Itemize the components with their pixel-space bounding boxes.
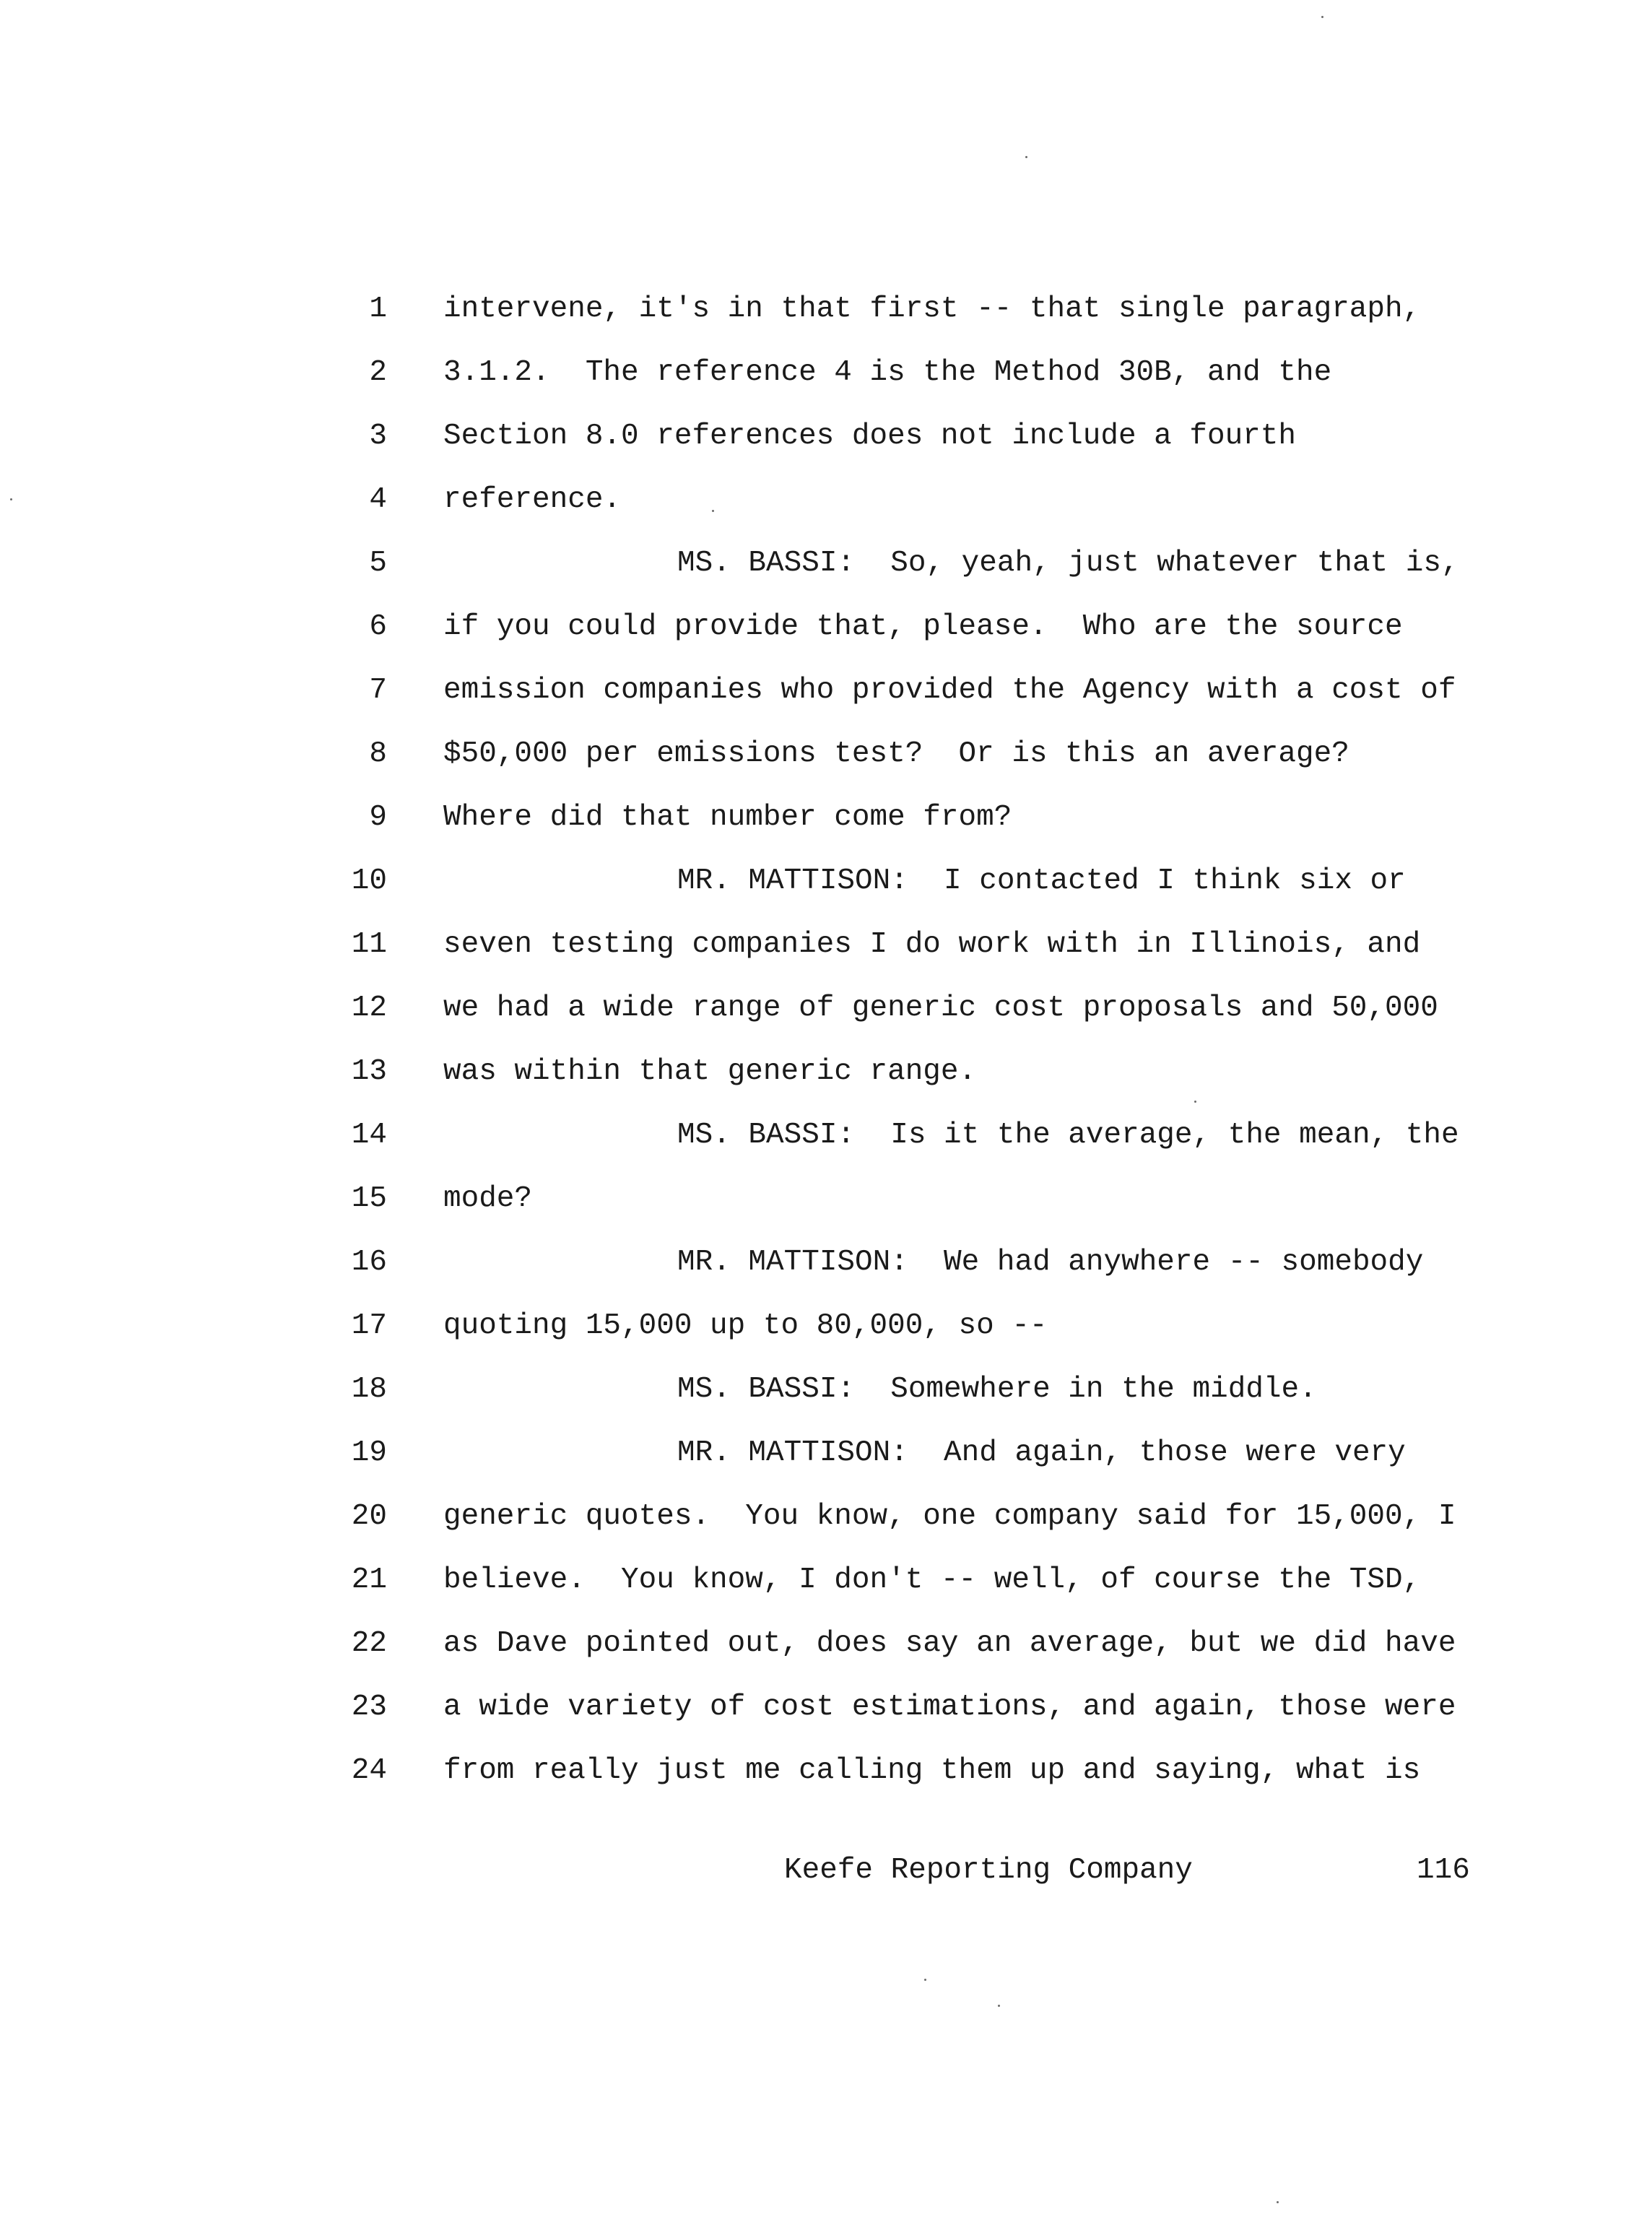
line-number: 4 bbox=[369, 483, 387, 516]
transcript-line bbox=[0, 796, 1652, 859]
transcript-line bbox=[0, 923, 1652, 986]
reporting-company-name: Keefe Reporting Company bbox=[784, 1854, 1193, 1887]
line-number: 8 bbox=[369, 737, 387, 771]
line-text: Section 8.0 references does not include a fourth bbox=[443, 420, 1296, 453]
line-text: quoting 15,000 up to 80,000, so -- bbox=[443, 1309, 1048, 1342]
line-text: as Dave pointed out, does say an average, but we did have bbox=[443, 1627, 1456, 1660]
scan-speck bbox=[1194, 1101, 1196, 1103]
line-text: generic quotes. You know, one company said for 15,000, I bbox=[443, 1500, 1456, 1533]
line-number: 21 bbox=[351, 1563, 387, 1597]
line-number: 5 bbox=[369, 547, 387, 580]
line-number: 7 bbox=[369, 674, 387, 707]
transcript-line bbox=[0, 1622, 1652, 1685]
line-number: 23 bbox=[351, 1691, 387, 1724]
transcript-line bbox=[0, 1431, 1652, 1495]
line-number: 13 bbox=[351, 1055, 387, 1088]
line-number: 11 bbox=[351, 928, 387, 961]
line-number: 14 bbox=[351, 1119, 387, 1152]
line-text: if you could provide that, please. Who are the source bbox=[443, 610, 1403, 643]
transcript-line bbox=[0, 1685, 1652, 1749]
line-text: believe. You know, I don't -- well, of course the TSD, bbox=[443, 1563, 1421, 1597]
transcript-body bbox=[0, 287, 1652, 1813]
transcript-line bbox=[0, 605, 1652, 669]
transcript-line bbox=[0, 1749, 1652, 1813]
scan-speck bbox=[1321, 16, 1323, 18]
scan-speck bbox=[1025, 156, 1027, 158]
transcript-line bbox=[0, 1241, 1652, 1304]
line-text: intervene, it's in that first -- that single paragraph, bbox=[443, 292, 1421, 326]
line-text: 3.1.2. The reference 4 is the Method 30B, and the bbox=[443, 356, 1332, 389]
speaker-line-text: MS. BASSI: So, yeah, just whatever that is, bbox=[677, 547, 1459, 580]
line-text: a wide variety of cost estimations, and again, those were bbox=[443, 1691, 1456, 1724]
transcript-line bbox=[0, 1304, 1652, 1368]
line-number: 20 bbox=[351, 1500, 387, 1533]
line-text: emission companies who provided the Agency with a cost of bbox=[443, 674, 1456, 707]
scan-speck bbox=[998, 2005, 1000, 2007]
line-number: 24 bbox=[351, 1754, 387, 1787]
transcript-line bbox=[0, 669, 1652, 732]
transcript-line bbox=[0, 1495, 1652, 1558]
line-number: 2 bbox=[369, 356, 387, 389]
transcript-line bbox=[0, 859, 1652, 923]
scan-speck bbox=[924, 1979, 926, 1981]
line-number: 9 bbox=[369, 801, 387, 834]
transcript-line bbox=[0, 732, 1652, 796]
page-footer bbox=[0, 1849, 1652, 1892]
line-number: 1 bbox=[369, 292, 387, 326]
transcript-line bbox=[0, 415, 1652, 478]
line-number: 19 bbox=[351, 1436, 387, 1470]
line-text: reference. bbox=[443, 483, 622, 516]
line-text: $50,000 per emissions test? Or is this an average? bbox=[443, 737, 1349, 771]
line-text: we had a wide range of generic cost proposals and 50,000 bbox=[443, 992, 1438, 1025]
transcript-line bbox=[0, 1177, 1652, 1241]
transcript-line bbox=[0, 478, 1652, 542]
line-number: 6 bbox=[369, 610, 387, 643]
line-text: mode? bbox=[443, 1182, 533, 1215]
scan-speck bbox=[1277, 2201, 1279, 2203]
line-text: Where did that number come from? bbox=[443, 801, 1012, 834]
transcript-line bbox=[0, 1558, 1652, 1622]
line-number: 12 bbox=[351, 992, 387, 1025]
line-text: seven testing companies I do work with in Illinois, and bbox=[443, 928, 1421, 961]
line-number: 22 bbox=[351, 1627, 387, 1660]
speaker-line-text: MR. MATTISON: We had anywhere -- somebody bbox=[677, 1246, 1424, 1279]
transcript-line bbox=[0, 287, 1652, 351]
transcript-line bbox=[0, 1114, 1652, 1177]
transcript-line bbox=[0, 986, 1652, 1050]
line-text: from really just me calling them up and saying, what is bbox=[443, 1754, 1421, 1787]
speaker-line-text: MS. BASSI: Somewhere in the middle. bbox=[677, 1373, 1317, 1406]
transcript-line bbox=[0, 1050, 1652, 1114]
line-number: 16 bbox=[351, 1246, 387, 1279]
line-number: 3 bbox=[369, 420, 387, 453]
speaker-line-text: MR. MATTISON: And again, those were very bbox=[677, 1436, 1406, 1470]
speaker-line-text: MR. MATTISON: I contacted I think six or bbox=[677, 864, 1406, 898]
line-number: 18 bbox=[351, 1373, 387, 1406]
line-text: was within that generic range. bbox=[443, 1055, 977, 1088]
page-number: 116 bbox=[1417, 1854, 1470, 1887]
scan-speck bbox=[712, 510, 714, 512]
line-number: 10 bbox=[351, 864, 387, 898]
transcript-line bbox=[0, 351, 1652, 415]
transcript-line bbox=[0, 542, 1652, 605]
line-number: 17 bbox=[351, 1309, 387, 1342]
transcript-line bbox=[0, 1368, 1652, 1431]
scan-speck bbox=[10, 498, 12, 500]
line-number: 15 bbox=[351, 1182, 387, 1215]
speaker-line-text: MS. BASSI: Is it the average, the mean, the bbox=[677, 1119, 1459, 1152]
